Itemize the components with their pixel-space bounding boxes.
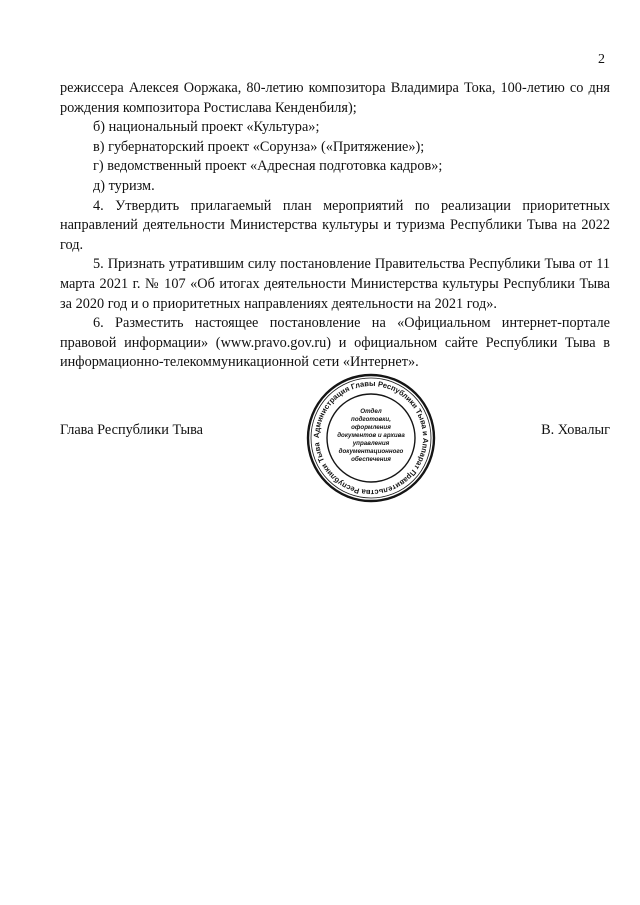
document-body <box>60 79 610 373</box>
list-item-v: в) губернаторский проект «Сорунза» («Притяжение»); <box>93 138 425 155</box>
stamp-line: Отдел <box>360 408 382 415</box>
stamp-line: подготовки, <box>351 416 391 423</box>
list-item-d: д) туризм. <box>93 177 155 194</box>
signatory-name: В. Ховалыг <box>541 422 610 438</box>
stamp-center-text <box>337 408 405 463</box>
paragraph-continuation: режиссера Алексея Ооржака, 80-летию композитора Владимира Тока, 100-летию со дня рождения композитора Ростислава Кенденбиля); <box>60 80 610 116</box>
stamp-line: документов и архива <box>337 432 405 439</box>
paragraph-5: 5. Признать утратившим силу постановление Правительства Республики Тыва от 11 марта 2021 г. № 107 «Об итогах деятельности Министерства культуры Республики Тыва за 2020 год и о приоритетных направлениях деятельности на 2021 год». <box>60 256 610 312</box>
page-number: 2 <box>598 52 605 67</box>
stamp-line: оформления <box>351 424 391 431</box>
paragraph-4: 4. Утвердить прилагаемый план мероприятий по реализации приоритетных направлений деятельности Министерства культуры и туризма Республики Тыва на 2022 год. <box>60 197 610 253</box>
stamp-ring-text: Администрация Главы Республики Тыва и Аппарат Правительства Республики Тыва <box>311 378 431 498</box>
stamp-line: документационного <box>338 448 404 455</box>
list-item-g: г) ведомственный проект «Адресная подготовка кадров»; <box>93 158 443 175</box>
stamp-line: управления <box>352 440 390 447</box>
stamp-line: обеспечения <box>351 456 391 463</box>
paragraph-6: 6. Разместить настоящее постановление на «Официальном интернет-портале правовой информации» (www.pravo.gov.ru) и официальном сайте Республики Тыва в информационно-телекоммуникационной сети «Интернет». <box>60 315 610 371</box>
list-item-b: б) национальный проект «Культура»; <box>93 119 320 136</box>
signatory-title: Глава Республики Тыва <box>60 422 203 438</box>
official-stamp <box>305 372 437 504</box>
